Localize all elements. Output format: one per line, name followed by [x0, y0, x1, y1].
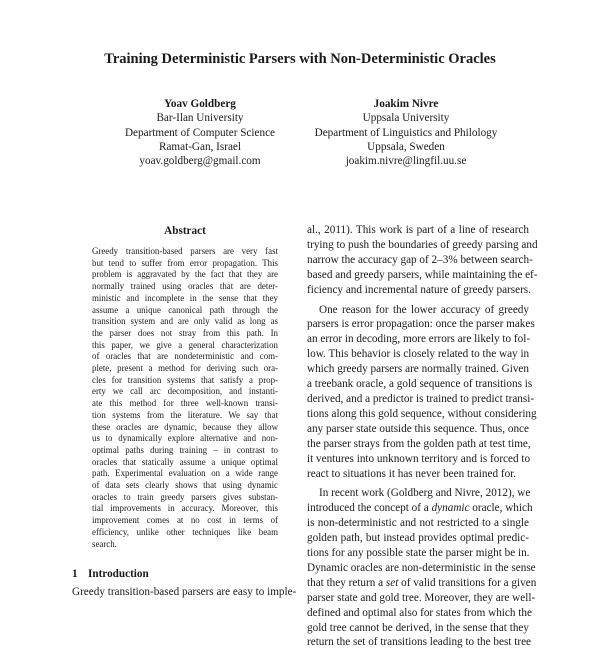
author-email: yoav.goldberg@gmail.com: [139, 155, 261, 168]
text-line: us to dynamically explore alternative and non-: [92, 433, 278, 444]
text-line: but tend to suffer from error propagation. This: [92, 257, 278, 268]
text-line: oracles that statically assume a unique optimal: [92, 456, 278, 467]
emphasis-set: set: [385, 576, 399, 589]
paper-title: Training Deterministic Parsers with Non-Deterministic Oracles: [104, 51, 496, 67]
author-name: Yoav Goldberg: [164, 98, 236, 110]
author-block-2: [292, 97, 520, 168]
text-line: golden path, but instead provides optimal predic-: [307, 532, 529, 545]
author-block-1: [100, 97, 300, 168]
author-name: Joakim Nivre: [373, 98, 439, 110]
text-line: return the set of transitions leading to the best tree: [307, 636, 531, 649]
text-line: low. This behavior is closely related to the way in: [307, 348, 530, 361]
author-location: Ramat-Gan, Israel: [158, 140, 241, 153]
text-line: the parser does not stray from this path. In: [92, 327, 278, 338]
text-line: which greedy parsers are normally trained. Given: [307, 363, 529, 376]
text-line: path. Experimental evaluation on a wide range: [92, 468, 278, 479]
text-line: ministic and incomplete in the sense that they: [92, 292, 278, 303]
author-location: Uppsala, Sweden: [367, 140, 445, 153]
text-line: react to situations it has never been trained for.: [307, 467, 517, 480]
text-line: assume a unique canonical path through the: [92, 304, 278, 315]
text-line: derived, and a predictor is trained to predict transi-: [307, 392, 535, 405]
text-line: any parser state outside this sequence. Thus, once: [307, 422, 529, 435]
text-line: of data sets clearly shows that using dynamic: [92, 480, 278, 491]
text-line: tion systems from the literature. We say that: [92, 409, 278, 420]
text-line: trying to push the boundaries of greedy parsing and: [307, 238, 538, 251]
text-line: that they return a set of valid transitions for a given: [307, 576, 537, 589]
author-affiliation: Uppsala University: [362, 112, 450, 125]
section-title: Introduction: [88, 568, 149, 580]
text-line: the parser strays from the golden path at test time,: [307, 437, 531, 450]
text-line: tial improvements in accuracy. Moreover, this: [92, 503, 278, 514]
text-line: In recent work (Goldberg and Nivre, 2012), we: [319, 487, 531, 500]
abstract-body: [92, 246, 278, 550]
text-line: ficiency and incremental nature of greedy parsers.: [307, 283, 531, 296]
text-line: defined and optimal also for states from which the: [307, 606, 532, 619]
abstract-heading: Abstract: [164, 225, 206, 237]
text-line: search.: [92, 538, 117, 549]
author-affiliation: Bar-Ilan University: [156, 112, 244, 125]
text-line: gold tree cannot be derived, in the sense that they: [307, 621, 529, 634]
text-line: optimal paths during training – in contrast to: [92, 444, 278, 455]
text-line: it ventures into unknown territory and is forced to: [307, 452, 531, 465]
text-line: cles for transition systems that satisfy a prop-: [92, 374, 278, 385]
text-line: introduced the concept of a dynamic oracle, which: [307, 502, 533, 515]
text-line: tions for any possible state the parser might be in.: [307, 547, 530, 560]
author-department: Department of Linguistics and Philology: [314, 126, 498, 139]
author-department: Department of Computer Science: [124, 126, 276, 139]
paragraph-1: [307, 223, 538, 298]
text-line: narrow the accuracy gap of 2–3% between search-: [307, 253, 533, 266]
text-line: parser state and gold tree. Moreover, they are well-: [307, 591, 536, 604]
text-line: of oracles that are nondeterministic and com-: [92, 351, 278, 362]
text-line: transition system and are only valid as long as: [92, 316, 278, 327]
author-email: joakim.nivre@lingfil.uu.se: [345, 155, 467, 168]
text-line: erty we call arc decomposition, and instanti-: [92, 386, 278, 397]
text-line: Dynamic oracles are non-deterministic in the sense: [307, 561, 536, 574]
text-line: normally trained using oracles that are deter-: [92, 281, 278, 292]
paragraph-2: [307, 303, 537, 482]
text-line: tions along this gold sequence, without considering: [307, 407, 537, 420]
section-number: 1: [72, 568, 78, 580]
text-line: this paper, we give a general characterization: [92, 339, 278, 350]
text-line: based and greedy parsers, while maintaining the ef-: [307, 268, 538, 281]
right-column: [307, 223, 538, 650]
text-line: ate this method for three well-known transi-: [92, 398, 278, 409]
section-heading: [72, 568, 149, 580]
text-line: Greedy transition-based parsers are very fast: [92, 246, 278, 256]
text-line: plete, present a method for deriving such ora-: [92, 363, 278, 374]
text-line: parsers is error propagation: once the parser makes: [307, 318, 535, 331]
text-line: oracles to train greedy parsers gives substan-: [92, 491, 278, 502]
intro-first-line: Greedy transition-based parsers are easy to imple-: [72, 586, 297, 598]
paragraph-3: [307, 486, 537, 650]
text-line: an error in decoding, more errors are likely to fol-: [307, 333, 531, 346]
text-line: is non-deterministic and not restricted to a single: [307, 517, 529, 530]
text-line: improvement comes at no cost in terms of: [92, 515, 278, 526]
text-line: One reason for the lower accuracy of greedy: [319, 303, 529, 316]
emphasis-dynamic: dynamic: [431, 502, 470, 515]
text-line: problem is aggravated by the fact that they are: [92, 269, 278, 280]
text-line: efficiency, unlike other techniques like beam: [92, 526, 278, 537]
text-line: a treebank oracle, a gold sequence of transitions is: [307, 378, 533, 391]
text-line: these oracles are dynamic, because they allow: [92, 421, 278, 432]
text-line: al., 2011). This work is part of a line of research: [307, 224, 529, 236]
